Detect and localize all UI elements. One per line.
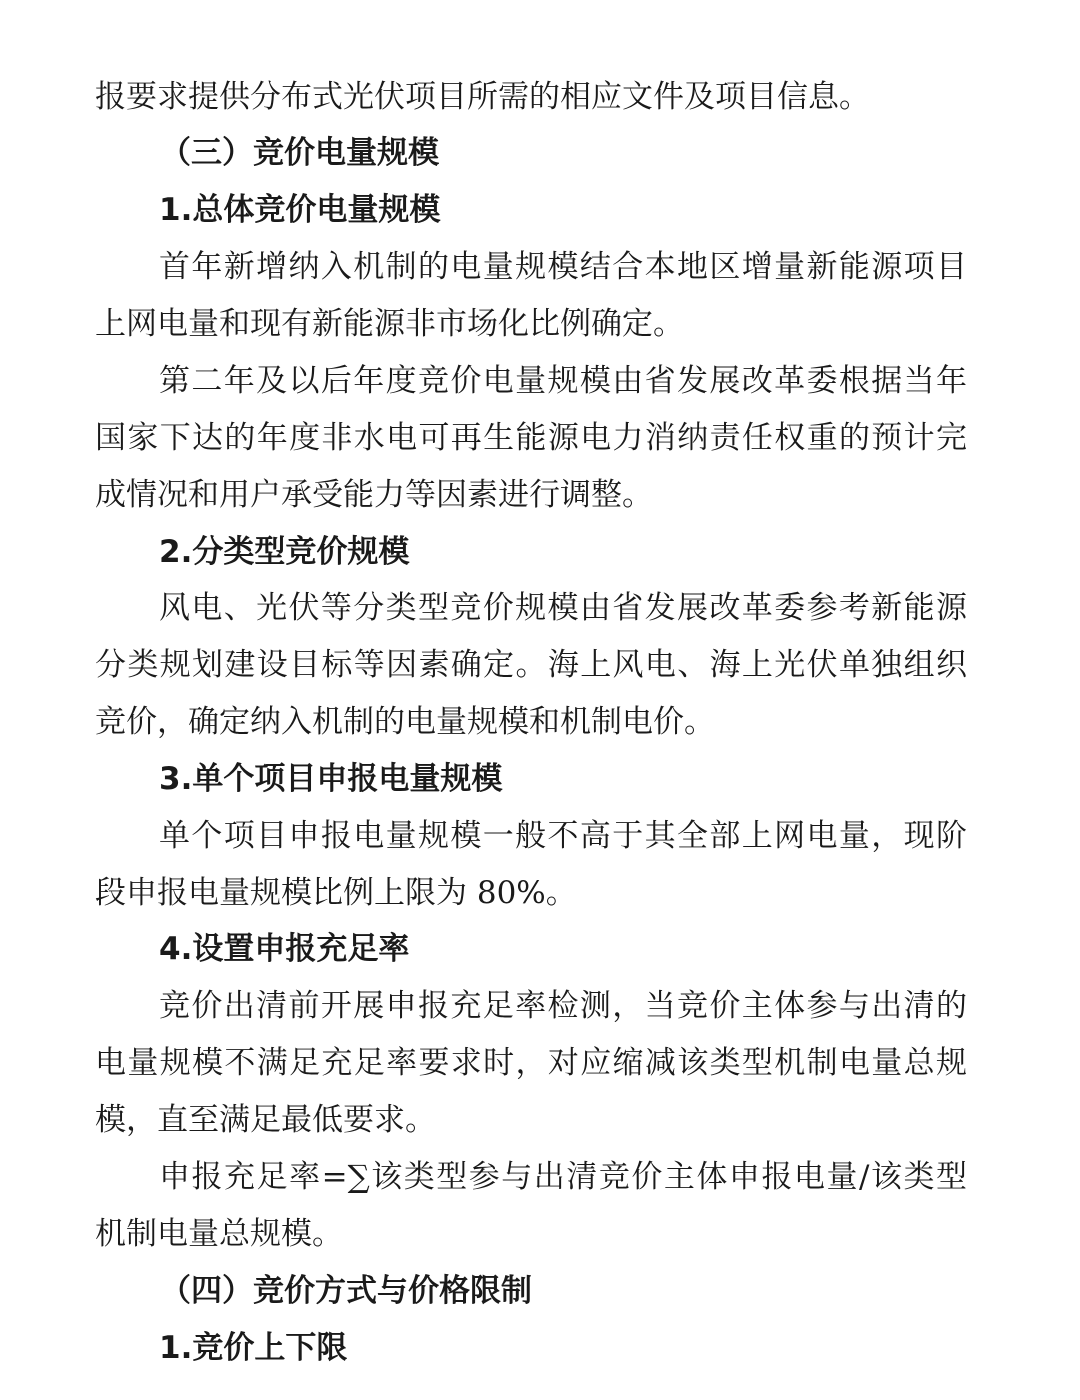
- paragraph-line: 国家下达的年度非水电可再生能源电力消纳责任权重的预计完: [95, 420, 967, 456]
- paragraph-line: 风电、光伏等分类型竞价规模由省发展改革委参考新能源: [159, 590, 967, 626]
- paragraph-line: 段申报电量规模比例上限为 80%。: [95, 875, 577, 911]
- paragraph-line: 竞价出清前开展申报充足率检测，当竞价主体参与出清的: [159, 988, 967, 1024]
- section-heading: （四）竞价方式与价格限制: [160, 1273, 532, 1309]
- paragraph-line: 单个项目申报电量规模一般不高于其全部上网电量，现阶: [159, 818, 967, 854]
- paragraph-line: 上网电量和现有新能源非市场化比例确定。: [95, 306, 684, 342]
- section-heading: （三）竞价电量规模: [160, 135, 439, 171]
- subsection-heading: 4.设置申报充足率: [159, 931, 410, 967]
- paragraph-line: 电量规模不满足充足率要求时，对应缩减该类型机制电量总规: [95, 1045, 967, 1081]
- subsection-heading: 1.总体竞价电量规模: [159, 192, 441, 228]
- paragraph-line: 机制电量总规模。: [95, 1216, 343, 1252]
- paragraph-line: 报要求提供分布式光伏项目所需的相应文件及项目信息。: [95, 79, 870, 115]
- paragraph-line: 首年新增纳入机制的电量规模结合本地区增量新能源项目: [159, 249, 967, 285]
- subsection-heading: 3.单个项目申报电量规模: [159, 761, 503, 797]
- paragraph-line: 竞价，确定纳入机制的电量规模和机制电价。: [95, 704, 715, 740]
- subsection-heading: 1.竞价上下限: [159, 1330, 348, 1366]
- paragraph-line: 模，直至满足最低要求。: [95, 1102, 436, 1138]
- paragraph-line: 成情况和用户承受能力等因素进行调整。: [95, 477, 653, 513]
- subsection-heading: 2.分类型竞价规模: [159, 534, 410, 570]
- paragraph-line: 分类规划建设目标等因素确定。海上风电、海上光伏单独组织: [95, 647, 967, 683]
- formula-line: 申报充足率=∑该类型参与出清竞价主体申报电量/该类型: [159, 1159, 967, 1195]
- paragraph-line: 第二年及以后年度竞价电量规模由省发展改革委根据当年: [159, 363, 967, 399]
